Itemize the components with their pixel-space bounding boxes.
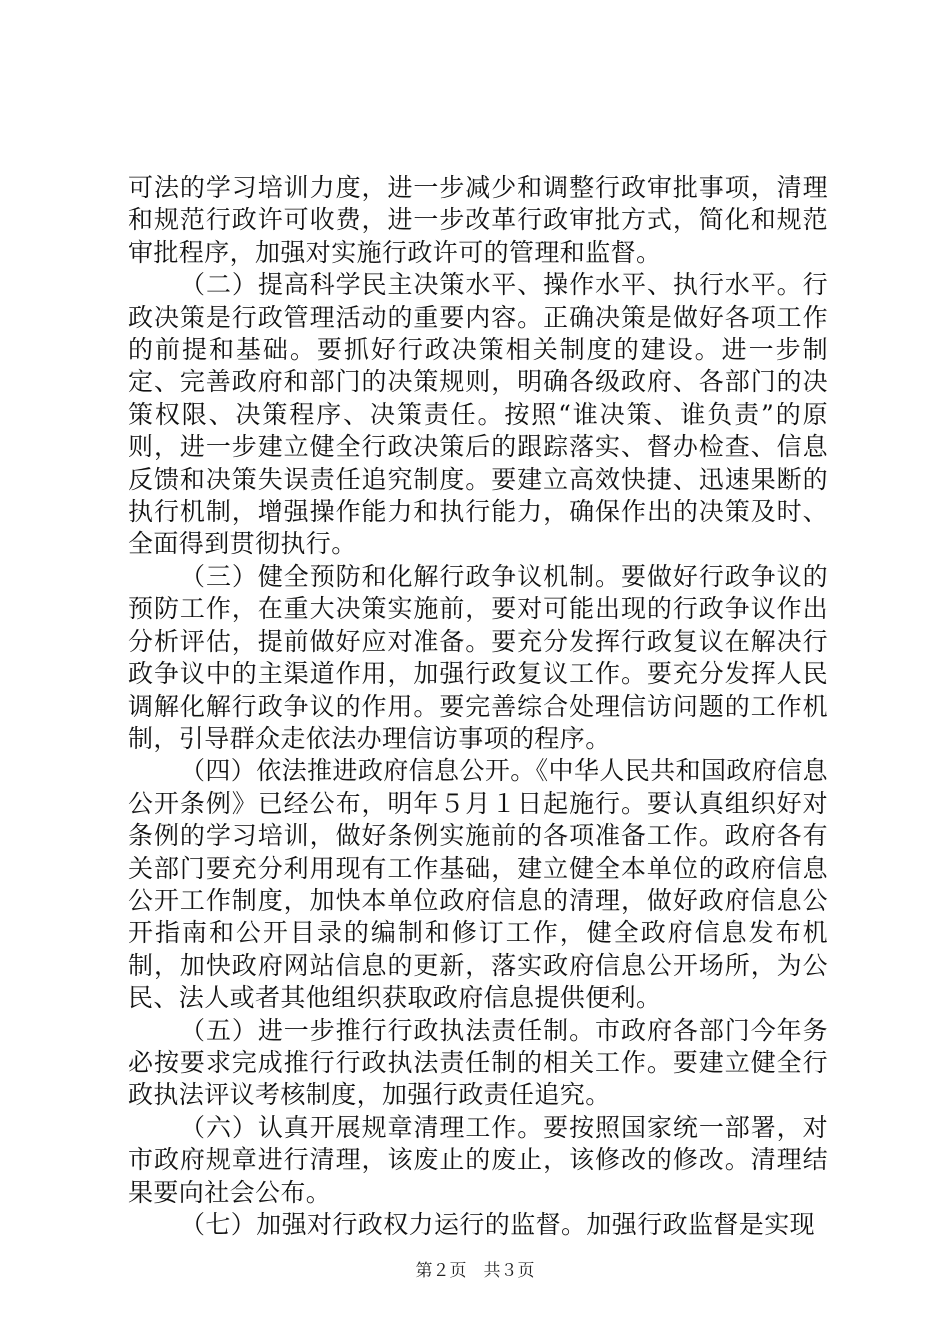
paragraph-section-2: （二）提高科学民主决策水平、操作水平、执行水平。行政决策是行政管理活动的重要内容。正确决策是做好各项工作的前提和基础。要抓好行政决策相关制度的建设。进一步制定、完善政府和部门的决策规则，明确各级政府、各部门的决策权限、决策程序、决策责任。按照“谁决策、谁负责”的原则，进一步建立健全行政决策后的跟踪落实、督办检查、信息反馈和决策失误责任追究制度。要建立高效快捷、迅速果断的执行机制，增强操作能力和执行能力，确保作出的决策及时、全面得到贯彻执行。 — [128, 270, 828, 559]
paragraph-section-3: （三）健全预防和化解行政争议机制。要做好行政争议的预防工作，在重大决策实施前，要对可能出现的行政争议作出分析评估，提前做好应对准备。要充分发挥行政复议在解决行政争议中的主渠道作用，加强行政复议工作。要充分发挥人民调解化解行政争议的作用。要完善综合处理信访问题的工作机制，引导群众走依法办理信访事项的程序。 — [128, 561, 828, 753]
paragraph-section-7: （七）加强对行政权力运行的监督。加强行政监督是实现 — [180, 1210, 816, 1239]
paragraph-section-4: （四）依法推进政府信息公开。《中华人民共和国政府信息公开条例》已经公布，明年５月１日起施行。要认真组织好对条例的学习培训，做好条例实施前的各项准备工作。政府各有关部门要充分利用现有工作基础，建立健全本单位的政府信息公开工作制度，加快本单位政府信息的清理，做好政府信息公开指南和公开目录的编制和修订工作，健全政府信息发布机制，加快政府网站信息的更新，落实政府信息公开场所，为公民、法人或者其他组织获取政府信息提供便利。 — [128, 756, 828, 1013]
paragraph-section-6: （六）认真开展规章清理工作。要按照国家统一部署，对市政府规章进行清理，该废止的废止，该修改的修改。清理结果要向社会公布。 — [128, 1112, 828, 1207]
paragraph-section-5: （五）进一步推行行政执法责任制。市政府各部门今年务必按要求完成推行行政执法责任制的相关工作。要建立健全行政执法评议考核制度，加强行政责任追究。 — [128, 1015, 828, 1110]
page-number-label: 第２页 共３页 — [415, 1261, 535, 1281]
paragraph-continuation: 可法的学习培训力度，进一步减少和调整行政审批事项，清理和规范行政许可收费，进一步改革行政审批方式，简化和规范审批程序，加强对实施行政许可的管理和监督。 — [128, 173, 828, 267]
page-footer — [0, 1256, 950, 1281]
document-body — [128, 172, 828, 1241]
